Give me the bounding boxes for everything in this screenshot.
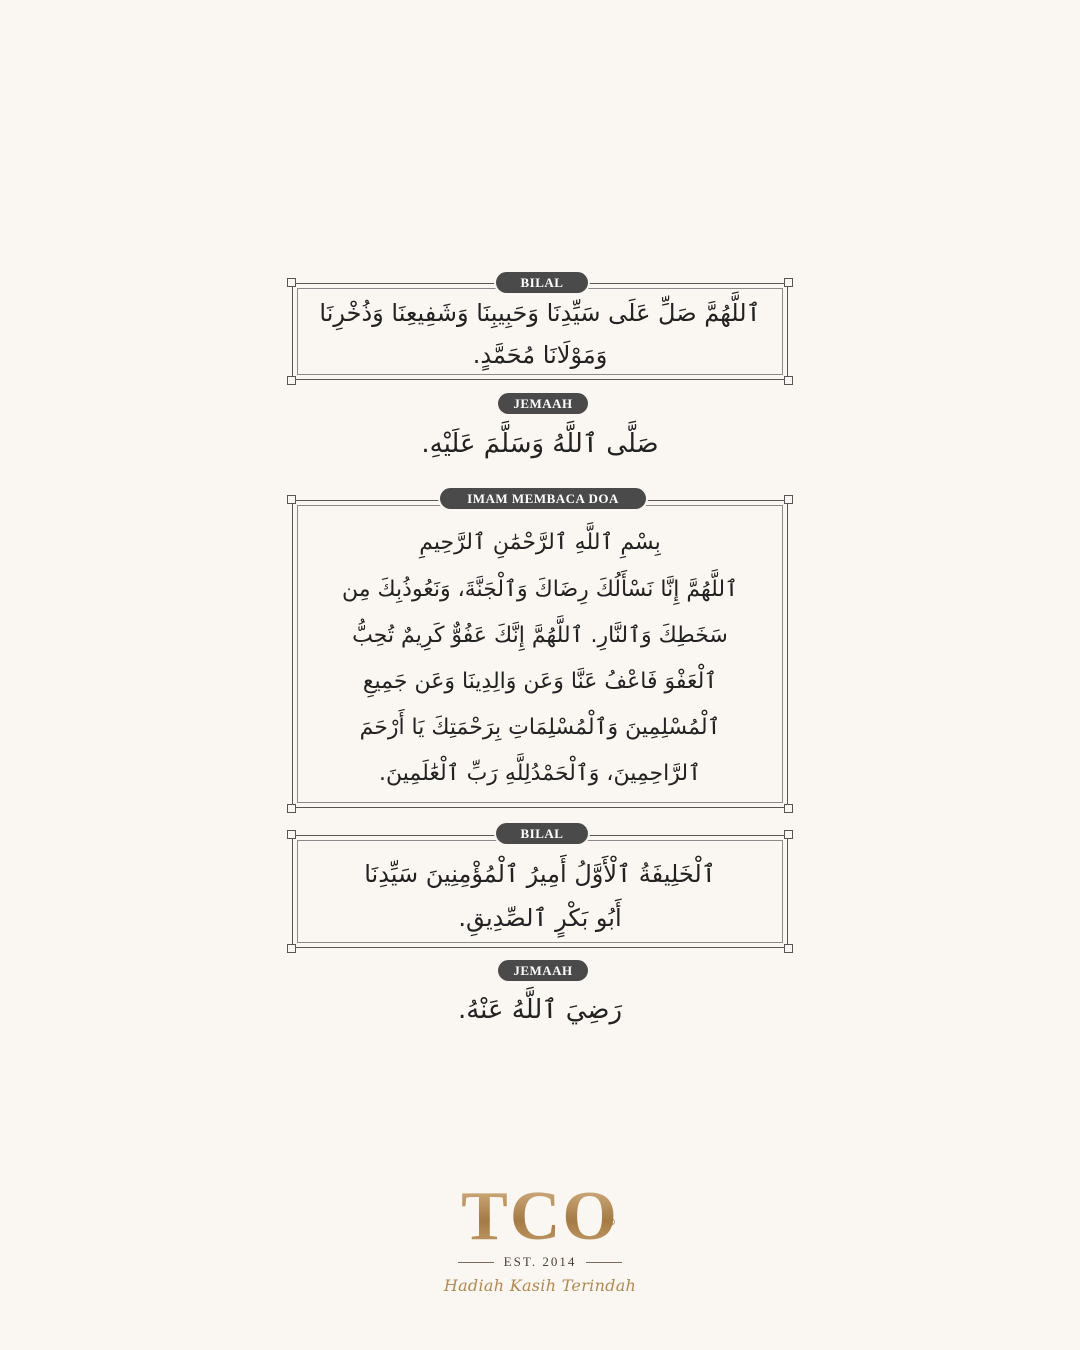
bilal-frame-1 bbox=[292, 283, 788, 380]
imam-doa-text: ٱللَّهُمَّ إِنَّا نَسْأَلُكَ رِضَاكَ وَٱلْجَنَّةَ، وَنَعُوذُبِكَ مِن سَخَطِكَ وَٱلنَّارِ. ٱللَّهُمَّ إِنَّكَ عَفُوٌّ كَرِيمٌ تُحِبُّ ٱلْعَفْوَ فَاعْفُ عَنَّا وَعَن وَالِدِينَا وَعَن جَمِيعِ ٱلْمُسْلِمِينَ وَٱلْمُسْلِمَاتِ بِرَحْمَتِكَ يَا أَرْحَمَ ٱلرَّاحِمِينَ، وَٱلْحَمْدُلِلَّهِ رَبِّ ٱلْعَٰلَمِينَ. bbox=[341, 577, 739, 786]
imam-doa-label: IMAM MEMBACA DOA bbox=[440, 488, 646, 509]
frame-corner bbox=[784, 278, 793, 287]
imam-doa-frame bbox=[292, 500, 788, 808]
frame-corner bbox=[287, 376, 296, 385]
registered-mark: ® bbox=[607, 1218, 618, 1228]
basmala-text: بِسْمِ ٱللَّهِ ٱلرَّحْمَٰنِ ٱلرَّحِيمِ bbox=[419, 530, 661, 555]
jemaah-label-2: JEMAAH bbox=[498, 960, 588, 981]
frame-corner bbox=[287, 830, 296, 839]
frame-corner bbox=[287, 804, 296, 813]
bilal-text-2: ٱلْخَلِيفَةُ ٱلْأَوَّلُ أَمِيرُ ٱلْمُؤْمِنِينَ سَيِّدِنَا أَبُو بَكْرٍ ٱلصِّدِيقِ. bbox=[364, 860, 716, 932]
divider bbox=[586, 1262, 622, 1263]
bilal-label-2: BILAL bbox=[496, 823, 588, 844]
frame-corner bbox=[784, 495, 793, 504]
logo-mark-text: TCO bbox=[461, 1178, 619, 1255]
bilal-label-1: BILAL bbox=[496, 272, 588, 293]
frame-corner bbox=[784, 804, 793, 813]
frame-corner bbox=[784, 376, 793, 385]
tco-logo bbox=[440, 1180, 640, 1295]
jemaah-label-1: JEMAAH bbox=[498, 393, 588, 414]
tagline: Hadiah Kasih Terindah bbox=[443, 1276, 637, 1295]
jemaah-text-2: رَضِيَ ٱللَّهُ عَنْهُ. bbox=[457, 995, 623, 1025]
frame-corner bbox=[784, 944, 793, 953]
jemaah-text-1: صَلَّى ٱللَّهُ وَسَلَّمَ عَلَيْهِ. bbox=[421, 429, 659, 459]
logo-mark bbox=[440, 1180, 640, 1254]
divider bbox=[458, 1262, 494, 1263]
frame-corner bbox=[784, 830, 793, 839]
frame-corner bbox=[287, 278, 296, 287]
bilal-frame-2 bbox=[292, 835, 788, 948]
est-year: EST. 2014 bbox=[503, 1254, 577, 1269]
bilal-text-1: ٱللَّهُمَّ صَلِّ عَلَى سَيِّدِنَا وَحَبِيبِنَا وَشَفِيعِنَا وَذُخْرِنَا وَمَوْلَانَا مُحَمَّدٍ. bbox=[319, 299, 761, 369]
frame-corner bbox=[287, 495, 296, 504]
frame-corner bbox=[287, 944, 296, 953]
